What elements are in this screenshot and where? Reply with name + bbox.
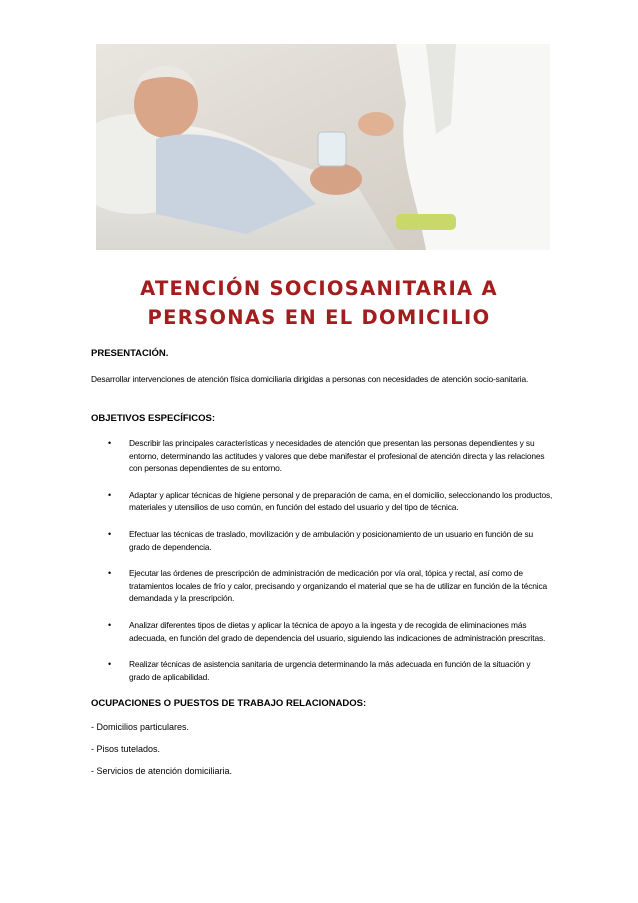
list-item [91, 658, 553, 683]
bullet-icon: • [108, 659, 112, 670]
objective-text: Realizar técnicas de asistencia sanitaria de urgencia determinando la más adecuada en función de la situación y grado de aplicabilidad. [129, 659, 531, 682]
elderly-patient-photo [96, 44, 550, 250]
presentation-text: Desarrollar intervenciones de atención física domiciliaria dirigidas a personas con necesidades de atención socio-sanitaria. [91, 374, 529, 384]
header-photo [96, 44, 550, 250]
objectives-heading: OBJETIVOS ESPECÍFICOS: [91, 413, 216, 424]
occupation-item: - Domicilios particulares. [91, 722, 190, 732]
bullet-icon: • [108, 619, 112, 630]
bullet-icon: • [108, 489, 112, 500]
list-item [91, 489, 553, 514]
objective-text: Describir las principales características y necesidades de atención que presentan las personas dependientes y su entorno, determinando las actitudes y valores que debe manifestar el profesional de atención directa y las relaciones con personas dependientes de su entorno. [129, 438, 545, 474]
list-item [91, 437, 553, 475]
objective-text: Efectuar las técnicas de traslado, movilización y de ambulación y posicionamiento de un usuario en función de su grado de dependencia. [129, 528, 534, 552]
title-line-1: ATENCIÓN SOCIOSANITARIA A [140, 277, 498, 300]
title-line-2: PERSONAS EN EL DOMICILIO [147, 306, 491, 329]
occupations-heading: OCUPACIONES O PUESTOS DE TRABAJO RELACIONADOS: [91, 698, 367, 709]
occupation-item: - Servicios de atención domiciliaria. [91, 766, 233, 776]
bullet-icon: • [108, 528, 112, 539]
bullet-icon: • [108, 568, 112, 579]
list-item [91, 619, 553, 644]
objective-text: Ejecutar las órdenes de prescripción de administración de medicación por vía oral, tópica y rectal, así como de tratamientos locales de frío y calor, precisando y organizando el material que se ha de utilizar en función de la técnica demandada y la prescripción. [129, 568, 548, 604]
occupation-item: - Pisos tutelados. [91, 744, 161, 754]
objective-text: Analizar diferentes tipos de dietas y aplicar la técnica de apoyo a la ingesta y de recogida de eliminaciones más adecuada, en función del grado de dependencia del usuario, siguiendo las indicaciones de administración prescritas. [129, 619, 546, 643]
list-item [91, 528, 553, 553]
document-title [90, 274, 548, 332]
bullet-icon: • [108, 438, 112, 448]
objective-text: Adaptar y aplicar técnicas de higiene personal y de preparación de cama, en el domicilio, seleccionando los productos, materiales y utensilios de uso común, en función del estado del usuario y del tipo de técnica. [129, 489, 553, 513]
list-item [91, 567, 553, 605]
objectives-list [91, 437, 553, 697]
presentation-heading: PRESENTACIÓN. [91, 348, 169, 359]
